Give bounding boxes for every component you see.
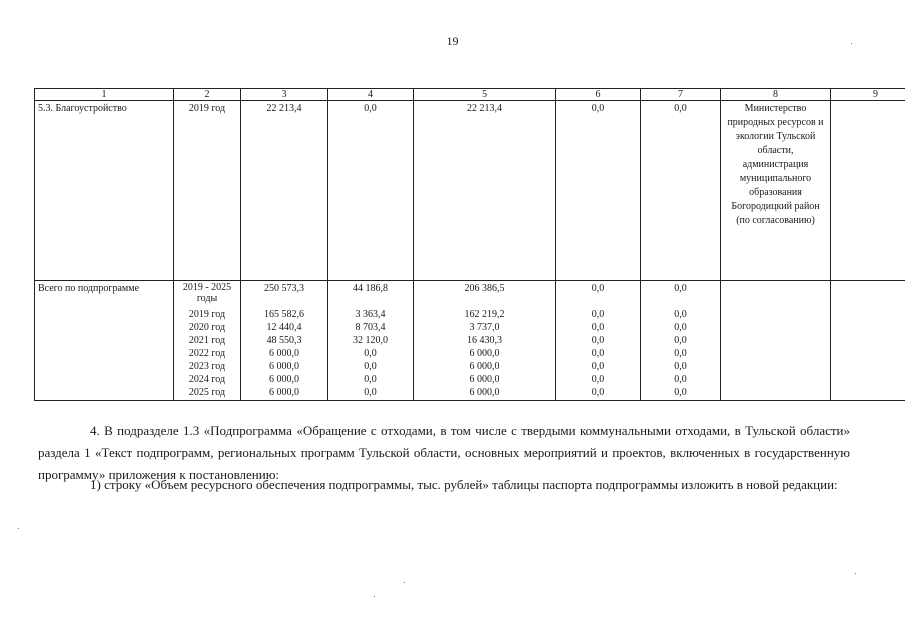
cell-col-9 [831,101,905,281]
page-number: 19 [446,34,459,48]
period-item: 2019 - 2025 годы [182,282,232,304]
value-item: 0,0 [591,335,605,346]
executor-cell: Министерство природных ресурсов и экологии Тульской области, администрация муниципального образования Богородицкий район (по согласованию) [721,101,831,281]
table-row [35,101,905,281]
row-name: 5.3. Благоустройство [35,101,174,281]
value-item: 0,0 [674,361,687,372]
scan-speck [404,582,405,583]
row-name: Всего по подпрограмме [35,281,174,401]
value-item: 0,0 [591,322,605,333]
value-item: 162 219,2 [464,309,505,320]
header-col-1: 1 [35,89,174,101]
row-period: 2019 год [174,101,241,281]
executor-cell-empty [721,281,831,401]
value-item: 6 000,0 [469,387,500,398]
period-item: 2025 год [188,387,226,398]
period-item: 2019 год [188,309,226,320]
value-item: 0,0 [674,283,687,294]
table-row [35,281,905,401]
cell-col-4: 0,0 [328,101,414,281]
value-item: 16 430,3 [467,335,502,346]
period-item: 2023 год [188,361,226,372]
cell-col-5: 22 213,4 [414,101,556,281]
value-item: 0,0 [674,374,687,385]
scan-speck [851,43,852,44]
header-col-7: 7 [641,89,721,101]
value-item: 0,0 [364,348,377,359]
values-col-5 [414,281,556,401]
value-item: 32 120,0 [353,335,388,346]
header-col-4: 4 [328,89,414,101]
paragraph-amendment: 4. В подразделе 1.3 «Подпрограмма «Обращение с отходами, в том числе с твердыми коммунальными отходами, в Тульской области» раздела 1 «Текст подпрограмм, региональных программ Тульской области, основных мероприятий и проектов, включенных в государственную программу» приложения к постановлению: [38,423,850,482]
header-col-3: 3 [241,89,328,101]
value-item: 0,0 [591,309,605,320]
value-item: 0,0 [591,374,605,385]
cell-col-9-empty [831,281,905,401]
values-col-4 [328,281,414,401]
scan-speck [18,528,19,529]
value-item: 3 737,0 [469,322,500,333]
scan-speck [855,573,856,574]
header-row [35,89,905,101]
value-item: 250 573,3 [264,283,304,294]
value-item: 206 386,5 [464,283,505,294]
value-item: 6 000,0 [269,387,299,398]
value-item: 6 000,0 [269,374,299,385]
value-item: 0,0 [364,387,377,398]
resource-table [34,88,905,401]
header-col-2: 2 [174,89,241,101]
cell-col-3: 22 213,4 [241,101,328,281]
period-item: 2021 год [188,335,226,346]
value-item: 3 363,4 [355,309,386,320]
value-item: 0,0 [674,348,687,359]
value-item: 12 440,4 [266,322,302,333]
value-item: 6 000,0 [469,348,500,359]
value-item: 6 000,0 [469,374,500,385]
period-list [174,281,241,401]
values-col-7 [641,281,721,401]
value-item: 0,0 [674,387,687,398]
value-item: 6 000,0 [469,361,500,372]
period-item: 2022 год [188,348,226,359]
period-item: 2024 год [188,374,226,385]
value-item: 0,0 [364,361,377,372]
value-item: 0,0 [674,335,687,346]
header-col-9: 9 [831,89,905,101]
header-col-8: 8 [721,89,831,101]
values-col-3 [241,281,328,401]
value-item: 0,0 [591,283,605,294]
value-item: 6 000,0 [269,348,299,359]
value-item: 0,0 [591,361,605,372]
value-item: 0,0 [674,309,687,320]
value-item: 0,0 [591,348,605,359]
header-col-5: 5 [414,89,556,101]
cell-col-7: 0,0 [641,101,721,281]
scan-speck [374,596,375,597]
value-item: 8 703,4 [355,322,386,333]
values-col-6 [556,281,641,401]
value-item: 48 550,3 [266,335,302,346]
value-item: 44 186,8 [353,283,388,294]
value-item: 0,0 [364,374,377,385]
value-item: 165 582,6 [264,309,304,320]
paragraph-instruction: 1) строку «Объем ресурсного обеспечения подпрограммы, тыс. рублей» таблицы паспорта подпрограммы изложить в новой редакции: [90,477,838,492]
cell-col-6: 0,0 [556,101,641,281]
value-item: 0,0 [674,322,687,333]
value-item: 6 000,0 [269,361,299,372]
value-item: 0,0 [591,387,605,398]
period-item: 2020 год [188,322,226,333]
header-col-6: 6 [556,89,641,101]
